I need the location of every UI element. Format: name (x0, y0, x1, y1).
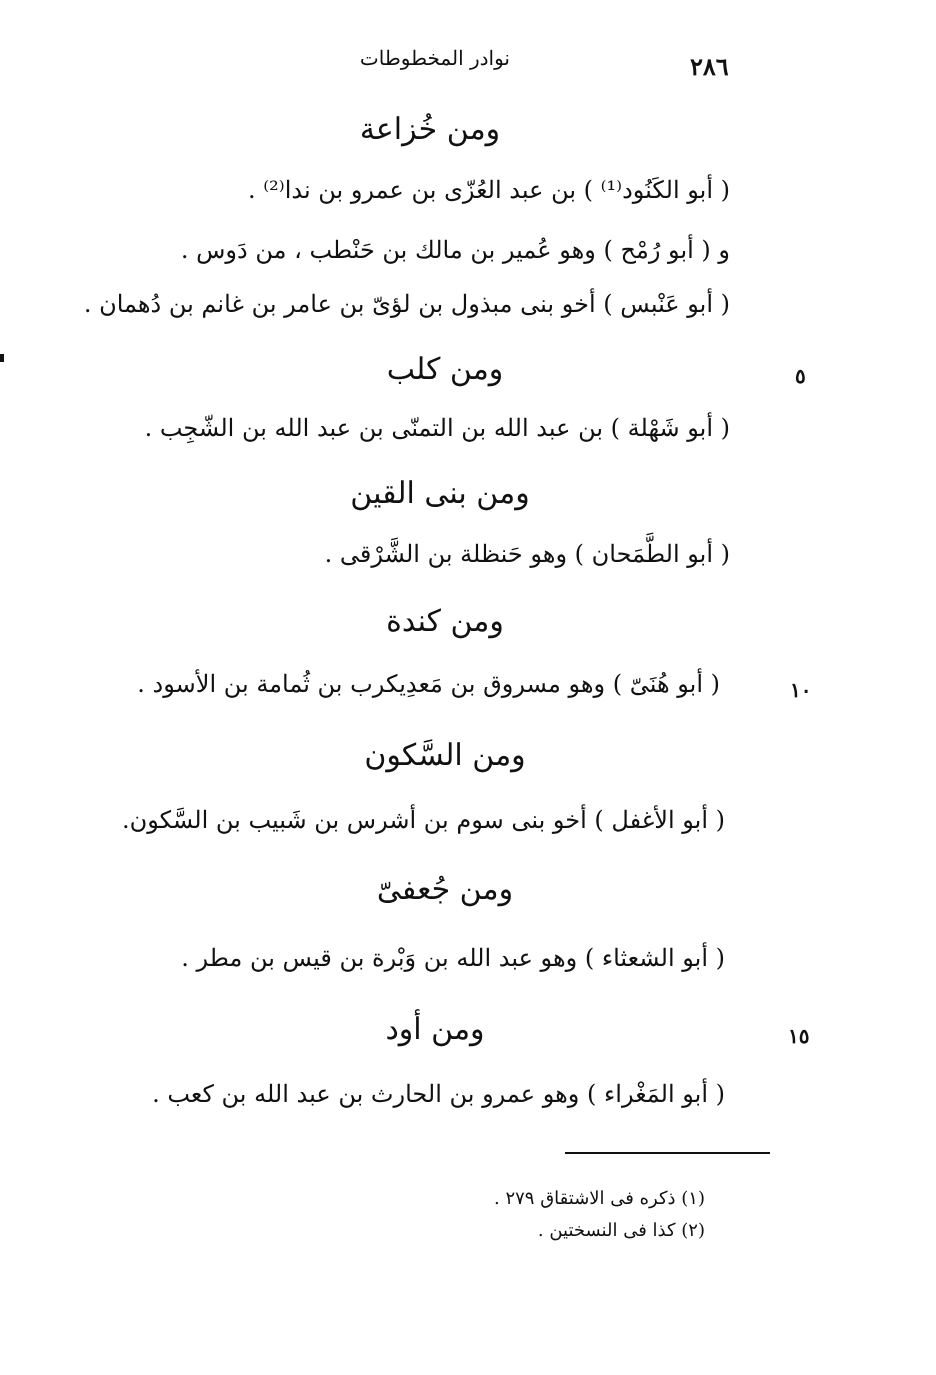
section-heading: ومن السَّكون (364, 738, 526, 773)
entry-line: ( أبو الشعثاء ) وهو عبد الله بن وَبْرة بن قيس بن مطر . (181, 944, 725, 972)
entry-line: ( أبو هُنَىّ ) وهو مسروق بن مَعدِيكرب بن ثُمامة بن الأسود . (137, 670, 720, 698)
entry-line: ( أبو شَهْلة ) بن عبد الله بن التمنّى بن عبد الله بن الشّجِب . (144, 414, 730, 442)
section-heading: ومن بنى القين (350, 476, 530, 511)
entry-line: ( أبو المَغْراء ) وهو عمرو بن الحارث بن عبد الله بن كعب . (152, 1080, 725, 1108)
section-heading: ومن جُعفىّ (376, 872, 514, 907)
entry-line: ( أبو الأغفل ) أخو بنى سوم بن أشرس بن شَبيب بن السَّكون. (121, 806, 725, 834)
section-heading: ومن أود (385, 1012, 485, 1047)
line-number: ١٠ (790, 678, 812, 702)
page-number: ٢٨٦ (690, 52, 729, 81)
section-heading: ومن خُزاعة (359, 112, 501, 147)
entry-line: ( أبو عَنْبس ) أخو بنى مبذول بن لؤىّ بن عامر بن غانم بن دُهمان . (83, 290, 730, 318)
footnote: (١) ذكره فى الاشتقاق ٢٧٩ . (494, 1188, 705, 1209)
entry-line: ( أبو الطَّمَحان ) وهو حَنظلة بن الشَّرْقى . (324, 540, 730, 568)
line-number: ٥ (795, 364, 806, 388)
running-header-title: نوادر المخطوطات (359, 46, 510, 70)
section-heading: ومن كلب (386, 352, 504, 387)
line-number: ١٥ (788, 1024, 810, 1048)
section-heading: ومن كندة (386, 604, 504, 639)
scan-edge-mark (0, 354, 4, 362)
entry-line: و ( أبو رُمْح ) وهو عُمير بن مالك بن حَنْطب ، من دَوس . (180, 236, 730, 264)
footnote: (٢) كذا فى النسختين . (537, 1220, 705, 1241)
footnote-separator (565, 1152, 770, 1154)
entry-line: ( أبو الكَنُود⁽¹⁾ ) بن عبد العُزّى بن عمرو بن ندا⁽²⁾ . (248, 176, 730, 204)
